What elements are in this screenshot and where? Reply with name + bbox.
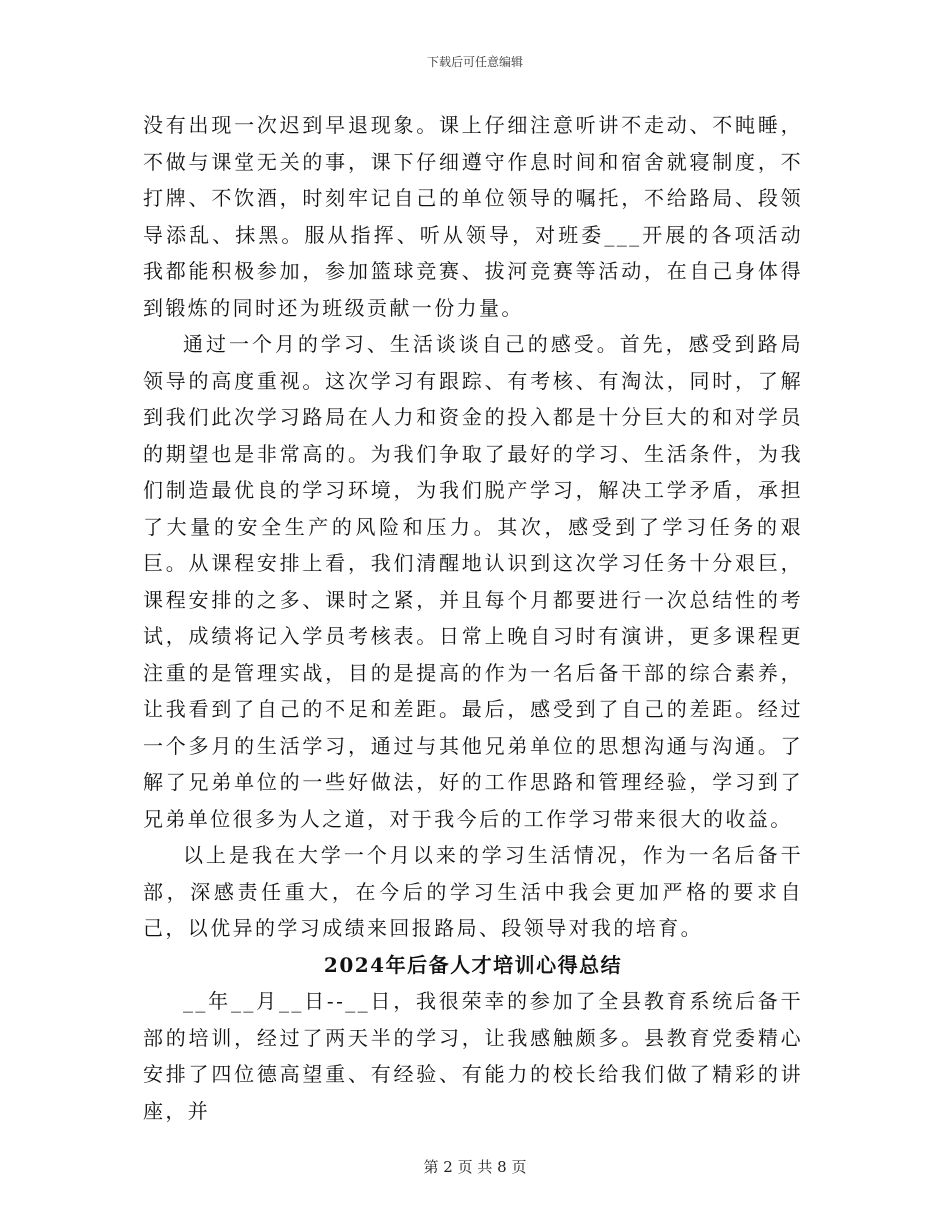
document-body — [143, 107, 803, 1129]
page-header: 下载后可任意编辑 — [426, 55, 523, 69]
paragraph-section-intro: __年__月__日--__日，我很荣幸的参加了全县教育系统后备干部的培训，经过了两天半的学习，让我感触颇多。县教育党委精心安排了四位德高望重、有经验、有能力的校长给我们做了精彩的讲座，并 — [143, 989, 803, 1123]
paragraph-conclusion: 以上是我在大学一个月以来的学习生活情况，作为一名后备干部，深感责任重大，在今后的学习生活中我会更加严格的要求自己，以优异的学习成绩来回报路局、段领导对我的培育。 — [143, 843, 803, 940]
section-title: 2024年后备人才培训心得总结 — [323, 952, 623, 977]
paragraph-feelings: 通过一个月的学习、生活谈谈自己的感受。首先，感受到路局领导的高度重视。这次学习有跟踪、有考核、有淘汰，同时，了解到我们此次学习路局在人力和资金的投入都是十分巨大的和对学员的期望也是非常高的。为我们争取了最好的学习、生活条件，为我们制造最优良的学习环境，为我们脱产学习，解决工学矛盾，承担了大量的安全生产的风险和压力。其次，感受到了学习任务的艰巨。从课程安排上看，我们清醒地认识到这次学习任务十分艰巨，课程安排的之多、课时之紧，并且每个月都要进行一次总结性的考试，成绩将记入学员考核表。日常上晚自习时有演讲，更多课程更注重的是管理实战，目的是提高的作为一名后备干部的综合素养，让我看到了自己的不足和差距。最后，感受到了自己的差距。经过一个多月的生活学习，通过与其他兄弟单位的思想沟通与沟通。了解了兄弟单位的一些好做法，好的工作思路和管理经验，学习到了兄弟单位很多为人之道，对于我今后的工作学习带来很大的收益。 — [143, 332, 803, 831]
page-number: 第 2 页 共 8 页 — [423, 1158, 527, 1176]
paragraph-continuation: 没有出现一次迟到早退现象。课上仔细注意听讲不走动、不盹睡，不做与课堂无关的事，课下仔细遵守作息时间和宿舍就寝制度，不打牌、不饮酒，时刻牢记自己的单位领导的嘱托，不给路局、段领导添乱、抹黑。服从指挥、听从领导，对班委___开展的各项活动我都能积极参加，参加篮球竞赛、拔河竞赛等活动，在自己身体得到锻炼的同时还为班级贡献一份力量。 — [143, 113, 803, 320]
